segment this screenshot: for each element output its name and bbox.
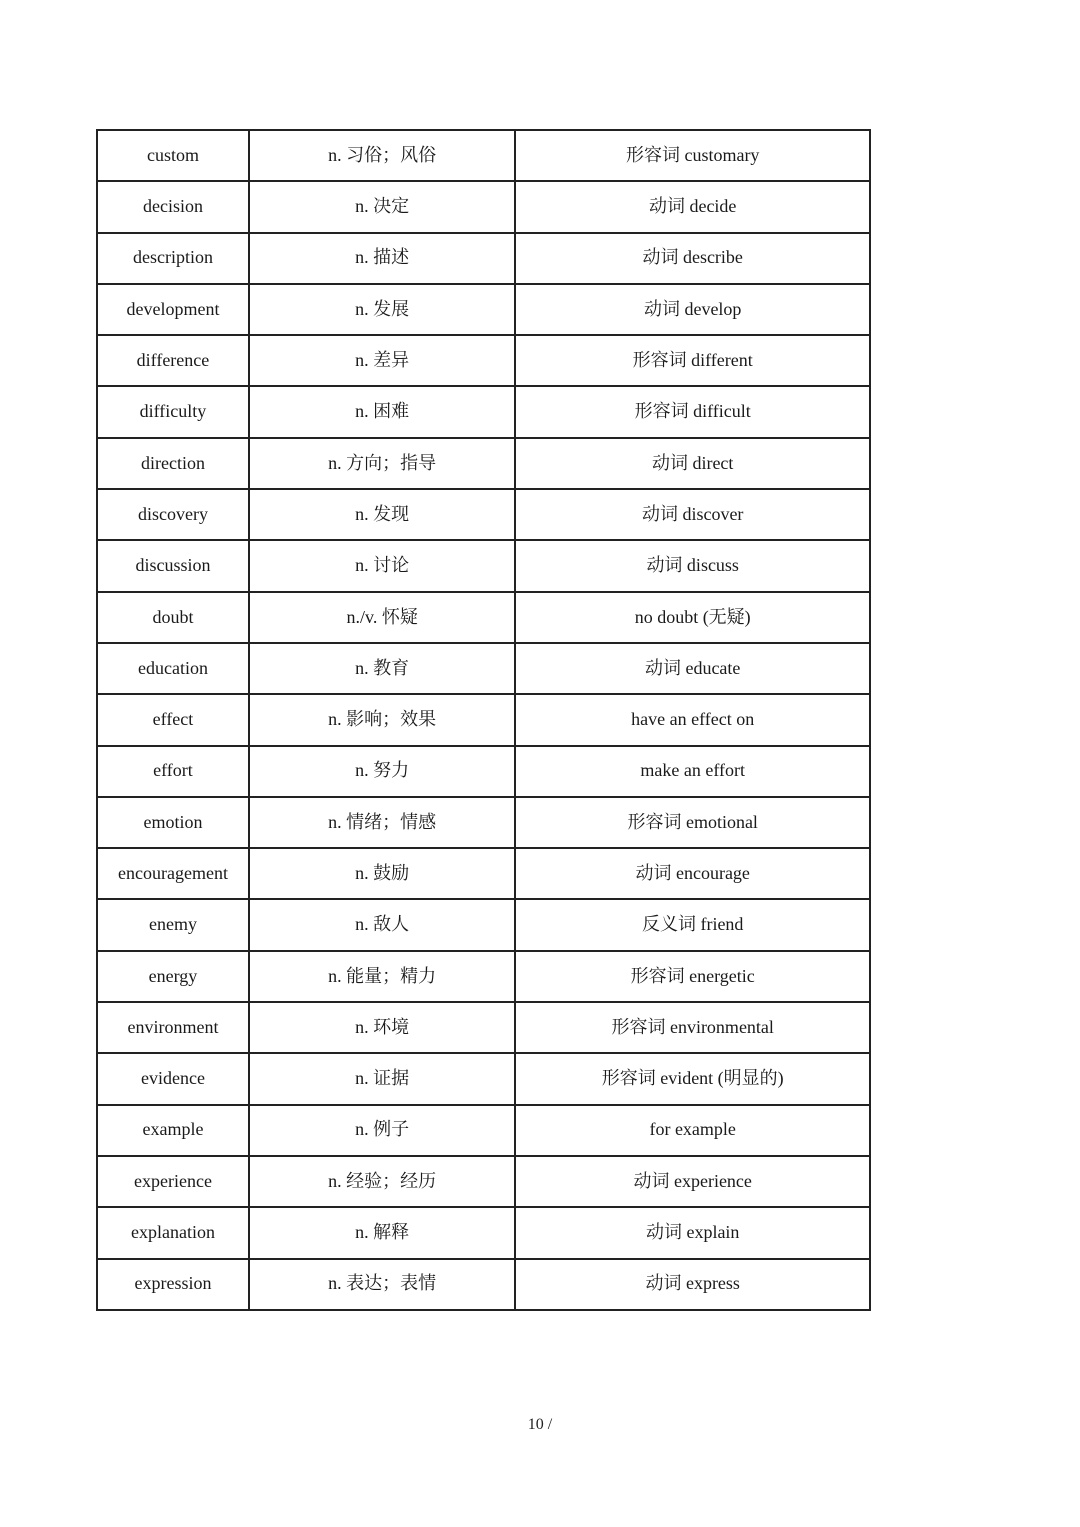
note-cell: 动词 decide — [515, 181, 870, 232]
table-row — [97, 951, 870, 1002]
meaning-cell: n. 经验；经历 — [249, 1156, 515, 1207]
meaning-cell: n. 描述 — [249, 233, 515, 284]
table-row — [97, 335, 870, 386]
note-cell: 形容词 different — [515, 335, 870, 386]
note-cell: 形容词 customary — [515, 130, 870, 181]
note-cell: 动词 explain — [515, 1207, 870, 1258]
meaning-cell: n. 方向；指导 — [249, 438, 515, 489]
note-cell: 形容词 energetic — [515, 951, 870, 1002]
word-cell: environment — [97, 1002, 249, 1053]
table-row — [97, 540, 870, 591]
note-cell: 动词 discover — [515, 489, 870, 540]
vocabulary-table-body — [97, 130, 870, 1310]
meaning-cell: n. 习俗；风俗 — [249, 130, 515, 181]
word-cell: education — [97, 643, 249, 694]
meaning-cell: n. 教育 — [249, 643, 515, 694]
word-cell: difference — [97, 335, 249, 386]
word-cell: enemy — [97, 899, 249, 950]
note-cell: 形容词 difficult — [515, 386, 870, 437]
vocabulary-table — [96, 129, 871, 1311]
table-row — [97, 438, 870, 489]
note-cell: 形容词 environmental — [515, 1002, 870, 1053]
meaning-cell: n. 努力 — [249, 746, 515, 797]
note-cell: 反义词 friend — [515, 899, 870, 950]
table-row — [97, 1002, 870, 1053]
meaning-cell: n. 例子 — [249, 1105, 515, 1156]
note-cell: for example — [515, 1105, 870, 1156]
meaning-cell: n. 能量；精力 — [249, 951, 515, 1002]
note-cell: 动词 describe — [515, 233, 870, 284]
word-cell: difficulty — [97, 386, 249, 437]
table-row — [97, 1053, 870, 1104]
table-row — [97, 386, 870, 437]
table-row — [97, 1259, 870, 1310]
table-row — [97, 694, 870, 745]
word-cell: effort — [97, 746, 249, 797]
word-cell: decision — [97, 181, 249, 232]
note-cell: 动词 experience — [515, 1156, 870, 1207]
word-cell: explanation — [97, 1207, 249, 1258]
meaning-cell: n. 情绪；情感 — [249, 797, 515, 848]
word-cell: experience — [97, 1156, 249, 1207]
meaning-cell: n. 表达；表情 — [249, 1259, 515, 1310]
table-row — [97, 746, 870, 797]
word-cell: expression — [97, 1259, 249, 1310]
table-row — [97, 899, 870, 950]
note-cell: 形容词 evident (明显的) — [515, 1053, 870, 1104]
note-cell: 动词 develop — [515, 284, 870, 335]
table-row — [97, 797, 870, 848]
table-row — [97, 284, 870, 335]
table-row — [97, 181, 870, 232]
table-row — [97, 233, 870, 284]
meaning-cell: n. 讨论 — [249, 540, 515, 591]
word-cell: discussion — [97, 540, 249, 591]
word-cell: energy — [97, 951, 249, 1002]
meaning-cell: n. 差异 — [249, 335, 515, 386]
note-cell: 形容词 emotional — [515, 797, 870, 848]
meaning-cell: n. 解释 — [249, 1207, 515, 1258]
word-cell: development — [97, 284, 249, 335]
meaning-cell: n. 发现 — [249, 489, 515, 540]
word-cell: discovery — [97, 489, 249, 540]
note-cell: 动词 educate — [515, 643, 870, 694]
note-cell: 动词 express — [515, 1259, 870, 1310]
word-cell: effect — [97, 694, 249, 745]
word-cell: description — [97, 233, 249, 284]
word-cell: doubt — [97, 592, 249, 643]
meaning-cell: n. 敌人 — [249, 899, 515, 950]
word-cell: evidence — [97, 1053, 249, 1104]
meaning-cell: n. 困难 — [249, 386, 515, 437]
table-row — [97, 848, 870, 899]
meaning-cell: n. 证据 — [249, 1053, 515, 1104]
page-number: 10 / — [527, 1416, 553, 1433]
table-row — [97, 130, 870, 181]
meaning-cell: n. 发展 — [249, 284, 515, 335]
table-row — [97, 643, 870, 694]
note-cell: 动词 direct — [515, 438, 870, 489]
meaning-cell: n. 决定 — [249, 181, 515, 232]
word-cell: direction — [97, 438, 249, 489]
table-row — [97, 489, 870, 540]
meaning-cell: n./v. 怀疑 — [249, 592, 515, 643]
table-row — [97, 592, 870, 643]
note-cell: 动词 discuss — [515, 540, 870, 591]
meaning-cell: n. 环境 — [249, 1002, 515, 1053]
table-row — [97, 1156, 870, 1207]
word-cell: encouragement — [97, 848, 249, 899]
meaning-cell: n. 影响；效果 — [249, 694, 515, 745]
word-cell: example — [97, 1105, 249, 1156]
word-cell: emotion — [97, 797, 249, 848]
word-cell: custom — [97, 130, 249, 181]
note-cell: have an effect on — [515, 694, 870, 745]
table-row — [97, 1207, 870, 1258]
note-cell: make an effort — [515, 746, 870, 797]
note-cell: 动词 encourage — [515, 848, 870, 899]
meaning-cell: n. 鼓励 — [249, 848, 515, 899]
table-row — [97, 1105, 870, 1156]
note-cell: no doubt (无疑) — [515, 592, 870, 643]
